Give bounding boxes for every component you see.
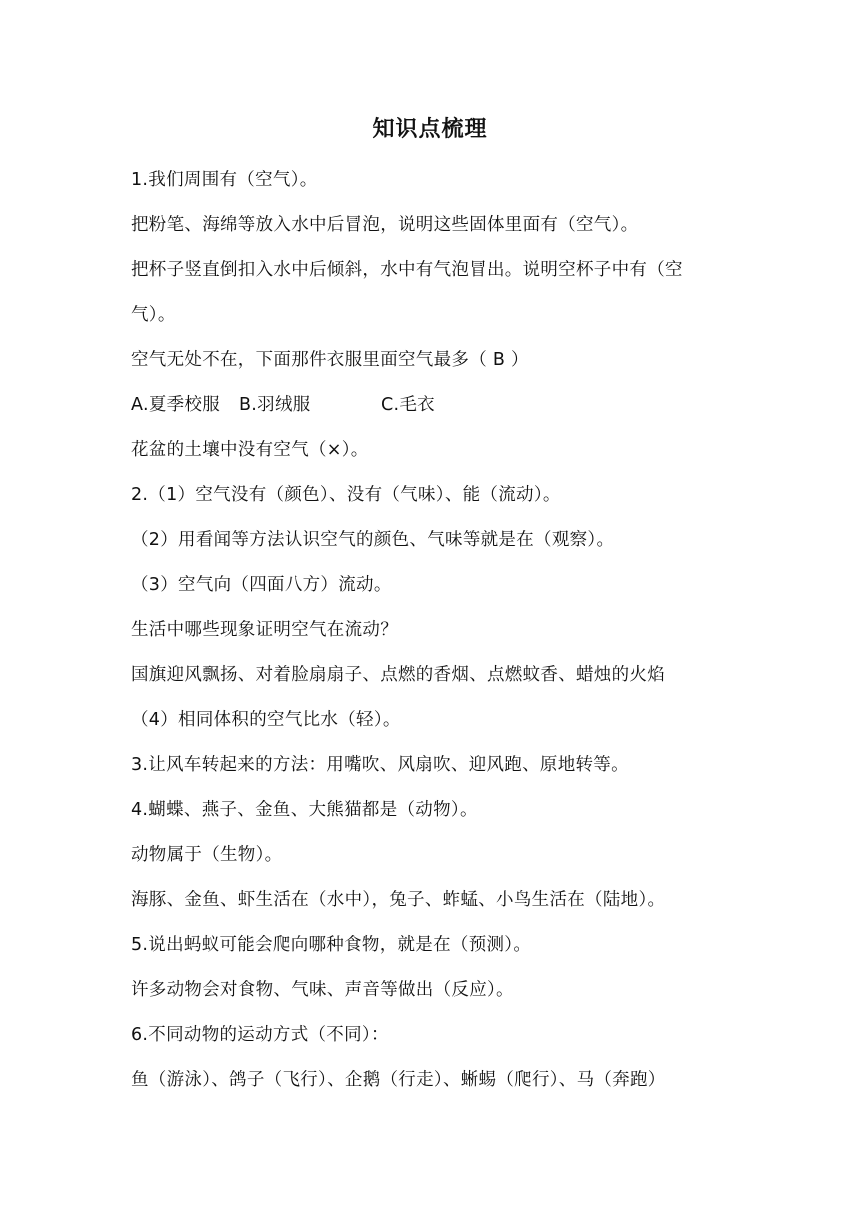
text-line: 1.我们周围有（空气）。: [131, 170, 318, 190]
page-title: 知识点梳理: [372, 117, 488, 142]
text-line: （3）空气向（四面八方）流动。: [131, 575, 392, 595]
text-line: 把粉笔、海绵等放入水中后冒泡，说明这些固体里面有（空气）。: [131, 215, 639, 235]
option-b: B.羽绒服: [239, 395, 311, 415]
text-line: 4.蝴蝶、燕子、金鱼、大熊猫都是（动物）。: [131, 800, 478, 820]
option-a: A.夏季校服: [131, 395, 221, 415]
text-line: 空气无处不在，下面那件衣服里面空气最多（ B ）: [131, 350, 529, 370]
answer-options: [131, 383, 741, 428]
text-line: 5.说出蚂蚁可能会爬向哪种食物，就是在（预测）。: [131, 935, 532, 955]
text-line: 海豚、金鱼、虾生活在（水中），兔子、蚱蜢、小鸟生活在（陆地）。: [131, 890, 666, 910]
text-line: 6.不同动物的运动方式（不同）：: [131, 1025, 389, 1045]
option-c: C.毛衣: [381, 395, 435, 415]
text-line: 气）。: [131, 305, 176, 325]
text-line: 3.让风车转起来的方法：用嘴吹、风扇吹、迎风跑、原地转等。: [131, 755, 629, 775]
text-line: 国旗迎风飘扬、对着脸扇扇子、点燃的香烟、点燃蚊香、蜡烛的火焰: [131, 665, 665, 685]
text-line: 花盆的土壤中没有空气（×）。: [131, 440, 369, 460]
text-line: （4）相同体积的空气比水（轻）。: [131, 710, 401, 730]
text-line: 把杯子竖直倒扣入水中后倾斜，水中有气泡冒出。说明空杯子中有（空: [131, 260, 683, 280]
text-line: 生活中哪些现象证明空气在流动？: [131, 620, 398, 640]
text-line: 2.（1）空气没有（颜色）、没有（气味）、能（流动）。: [131, 485, 561, 505]
text-line: 动物属于（生物）。: [131, 845, 283, 865]
text-line: 许多动物会对食物、气味、声音等做出（反应）。: [131, 980, 514, 1000]
document-body: [131, 158, 741, 1103]
text-line: 鱼（游泳）、鸽子（飞行）、企鹅（行走）、蜥蜴（爬行）、马（奔跑）: [131, 1070, 666, 1090]
text-line: （2）用看闻等方法认识空气的颜色、气味等就是在（观察）。: [131, 530, 615, 550]
